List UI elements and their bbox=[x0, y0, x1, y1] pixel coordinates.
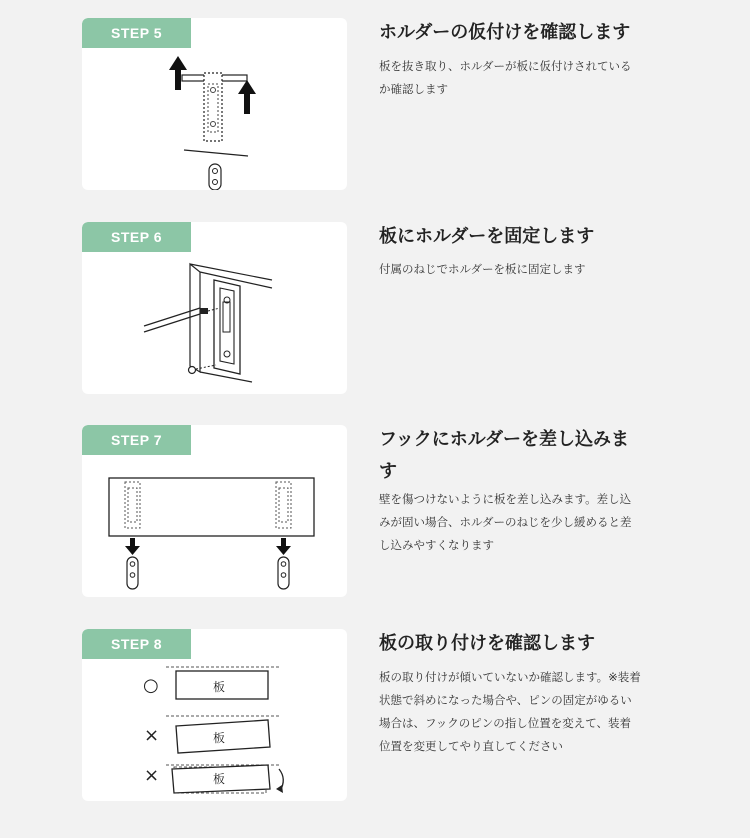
step-8-description: 板の取り付けが傾いていないか確認します。※装着状態で斜めになった場合や、ピンの固定がゆるい場合は、フックのピンの指し位置を変えて、装着位置を変更してやり直してください bbox=[379, 670, 641, 753]
check-mark-ng-1: × bbox=[144, 725, 160, 746]
step-8-title: 板の取り付けを確認します bbox=[379, 633, 595, 654]
step-7-title: フックにホルダーを差し込みます bbox=[379, 429, 630, 482]
step-6-badge: STEP 6 bbox=[82, 222, 191, 252]
step-7-badge: STEP 7 bbox=[82, 425, 191, 455]
step-6-title: 板にホルダーを固定します bbox=[379, 226, 595, 247]
step-8-badge: STEP 8 bbox=[82, 629, 191, 659]
board-label-2: 板 bbox=[213, 731, 226, 745]
step-7-description: 壁を傷つけないように板を差し込みます。差し込みが固い場合、ホルダーのねじを少し緩めると差し込みやすくなります bbox=[379, 492, 632, 552]
board-label-3: 板 bbox=[213, 772, 226, 786]
step-5-description: 板を抜き取り、ホルダーが板に仮付けされているか確認します bbox=[379, 59, 632, 96]
step-7-card bbox=[82, 425, 347, 597]
check-mark-ok: ○ bbox=[143, 675, 159, 696]
check-mark-ng-2: × bbox=[144, 765, 160, 786]
step-5-title: ホルダーの仮付けを確認します bbox=[379, 22, 631, 43]
board-label-1: 板 bbox=[213, 680, 226, 694]
step-6-description: 付属のねじでホルダーを板に固定します bbox=[379, 262, 586, 276]
step-5-card bbox=[82, 18, 347, 190]
step-6-card bbox=[82, 222, 347, 394]
step-5-badge: STEP 5 bbox=[82, 18, 191, 48]
step-8-card bbox=[82, 629, 347, 801]
